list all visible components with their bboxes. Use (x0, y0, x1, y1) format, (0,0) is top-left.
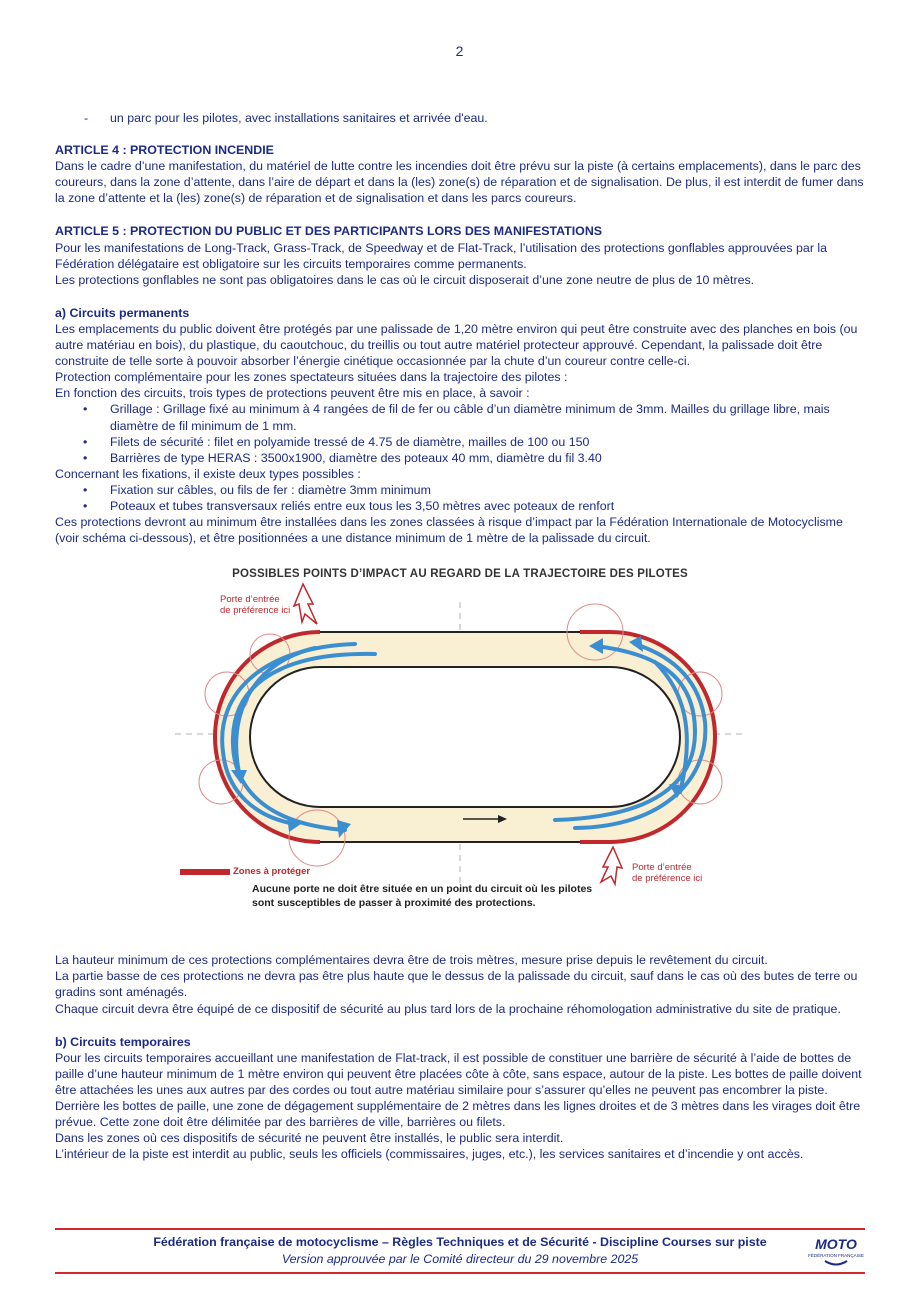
section-b-paragraph: L’intérieur de la piste est interdit au public, seuls les officiels (commissaires, juges, etc.), les services sanitaires et d’incendie y ont accès. (55, 1147, 804, 1162)
logo-text: MOTO (815, 1236, 857, 1252)
section-a-heading: a) Circuits permanents (55, 305, 190, 320)
after-figure-paragraph: La partie basse de ces protections ne devra pas être plus haute que le dessus de la palissade du circuit, sauf dans le cas où des butes de terre ou gradins sont aménagés. (55, 969, 858, 1000)
after-figure-paragraph: La hauteur minimum de ces protections complémentaires devra être de trois mètres, mesure prise depuis le revêtement du circuit. (55, 953, 768, 968)
list-item: - un parc pour les pilotes, avec installations sanitaires et arrivée d'eau. (55, 110, 865, 126)
entry-gate-top (294, 584, 317, 624)
figure-note (252, 882, 592, 910)
section-a-paragraph: Les emplacements du public doivent être protégés par une palissade de 1,20 mètre environ qui peut être construite avec des planches en bois (ou autre matériau en bois), du plastique, du caoutchouc, du treillis ou tout autre matériel protecteur approuvé. Cependant, la palissade doit être construite de telle sorte à pouvoir absorber l’énergie cinétique occasionnée par la chute d’un coureur contre celle-ci. (55, 321, 858, 369)
section-a-paragraph: En fonction des circuits, trois types de protections peuvent être mis en place, à savoir : (55, 386, 530, 401)
after-figure-paragraph: Chaque circuit devra être équipé de ce dispositif de sécurité au plus tard lors de la prochaine réhomologation administrative du site de pratique. (55, 1001, 841, 1016)
figure-title: POSSIBLES POINTS D’IMPACT AU REGARD DE LA TRAJECTOIRE DES PILOTES (232, 568, 688, 581)
article-4-heading: ARTICLE 4 : PROTECTION INCENDIE (55, 143, 274, 158)
fixation-types-list (55, 482, 865, 514)
article-4-text: Dans le cadre d’une manifestation, du matériel de lutte contre les incendies doit être prévu sur la piste (à certains emplacements), dans le parc des coureurs, dans la zone d’attente, dans l’aire de départ et dans la (les) zone(s) de réparation et de signalisation. De plus, il est interdit de fumer dans la zone d’attente et la (les) zone(s) de réparation et de signalisation et dans les parcs coureurs. (55, 159, 864, 206)
section-b-paragraph: Pour les circuits temporaires accueillant une manifestation de Flat-track, il est possible de constituer une barrière de sécurité à l’aide de bottes de paille d’une hauteur minimum de 1 mètre environ qui peuvent être placées côte à côte, sans espace, autour de la piste. Les bottes de paille doivent être attachées les unes aux autres par des cordes ou tout autre matériau similaire pour s’assurer qu’elles ne peuvent pas encombrer la piste. Derrière les bottes de paille, une zone de dégagement supplémentaire de 2 mètres dans les lignes droites et de 3 mètres dans les virages doit être prévue. Cette zone doit être délimitée par des barrières de ville, barrières ou filets. (55, 1050, 862, 1130)
section-b-paragraph: Dans les zones où ces dispositifs de sécurité ne peuvent être installés, le public sera interdit. (55, 1131, 564, 1146)
entry-gate-bottom (601, 847, 622, 884)
footer-rule-top (55, 1228, 865, 1230)
figure-note-line: sont susceptibles de passer à proximité des protections. (252, 897, 536, 910)
list-item: • Barrières de type HERAS : 3500x1900, diamètre des poteaux 40 mm, diamètre du fil 3.40 (55, 450, 865, 466)
article-5-paragraph: Les protections gonflables ne sont pas obligatoires dans le cas où le circuit disposerait d’une zone neutre de plus de 10 mètres. (55, 272, 755, 287)
track-infield (250, 667, 680, 807)
section-a-paragraph: Ces protections devront au minimum être installées dans les zones classées à risque d’impact par la Fédération Internationale de Motocyclisme (voir schéma ci-dessous), et être positionnées a une distance minimum de 1 mètre de la palissade du circuit. (55, 515, 843, 546)
list-item: • Fixation sur câbles, ou fils de fer : diamètre 3mm minimum (55, 482, 865, 498)
footer-subtitle: Version approuvée par le Comité directeur du 29 novembre 2025 (281, 1252, 639, 1266)
entry-label-top (220, 594, 290, 616)
legend-swatch (180, 869, 230, 875)
logo-subtext: FÉDÉRATION FRANÇAISE (808, 1253, 864, 1258)
footer-title: Fédération française de motocyclisme – Règles Techniques et de Sécurité - Discipline Courses sur piste (153, 1235, 767, 1249)
section-a-paragraph: Concernant les fixations, il existe deux types possibles : (55, 466, 361, 481)
list-item: • Grillage : Grillage fixé au minimum à 4 rangées de fil de fer ou câble d’un diamètre minimum de 3mm. Mailles du grillage libre, mais diamètre de fil minimum de 1 mm. (55, 401, 865, 433)
section-a-paragraph: Protection complémentaire pour les zones spectateurs situées dans la trajectoire des pilotes : (55, 370, 568, 385)
page-footer (55, 1228, 865, 1274)
footer-rule-bottom (55, 1272, 865, 1274)
page-content (55, 110, 865, 1162)
list-item: • Poteaux et tubes transversaux reliés entre eux tous les 3,50 mètres avec poteaux de renfort (55, 498, 865, 514)
ffm-logo (808, 1232, 864, 1270)
entry-label-bottom (632, 862, 702, 884)
section-b-heading: b) Circuits temporaires (55, 1034, 191, 1049)
entry-label-line: de préférence ici (220, 605, 291, 617)
entry-label-line: Porte d’entrée (220, 594, 280, 606)
page-number: 2 (455, 43, 464, 59)
figure-note-line: Aucune porte ne doit être située en un point du circuit où les pilotes (252, 883, 593, 896)
article-5-heading: ARTICLE 5 : PROTECTION DU PUBLIC ET DES PARTICIPANTS LORS DES MANIFESTATIONS (55, 224, 603, 239)
entry-label-line: Porte d’entrée (632, 862, 692, 874)
protection-types-list (55, 401, 865, 465)
article-5-paragraph: Pour les manifestations de Long-Track, Grass-Track, de Speedway et de Flat-Track, l’utilisation des protections gonflables approuvées par la Fédération délégataire est obligatoire sur les circuits temporaires comme permanents. (55, 240, 828, 271)
entry-label-line: de préférence ici (632, 873, 703, 885)
impact-points-figure (55, 562, 865, 952)
legend-label: Zones à protéger (233, 866, 311, 878)
list-item: • Filets de sécurité : filet en polyamide tressé de 4.75 de diamètre, mailles de 100 ou 150 (55, 434, 865, 450)
